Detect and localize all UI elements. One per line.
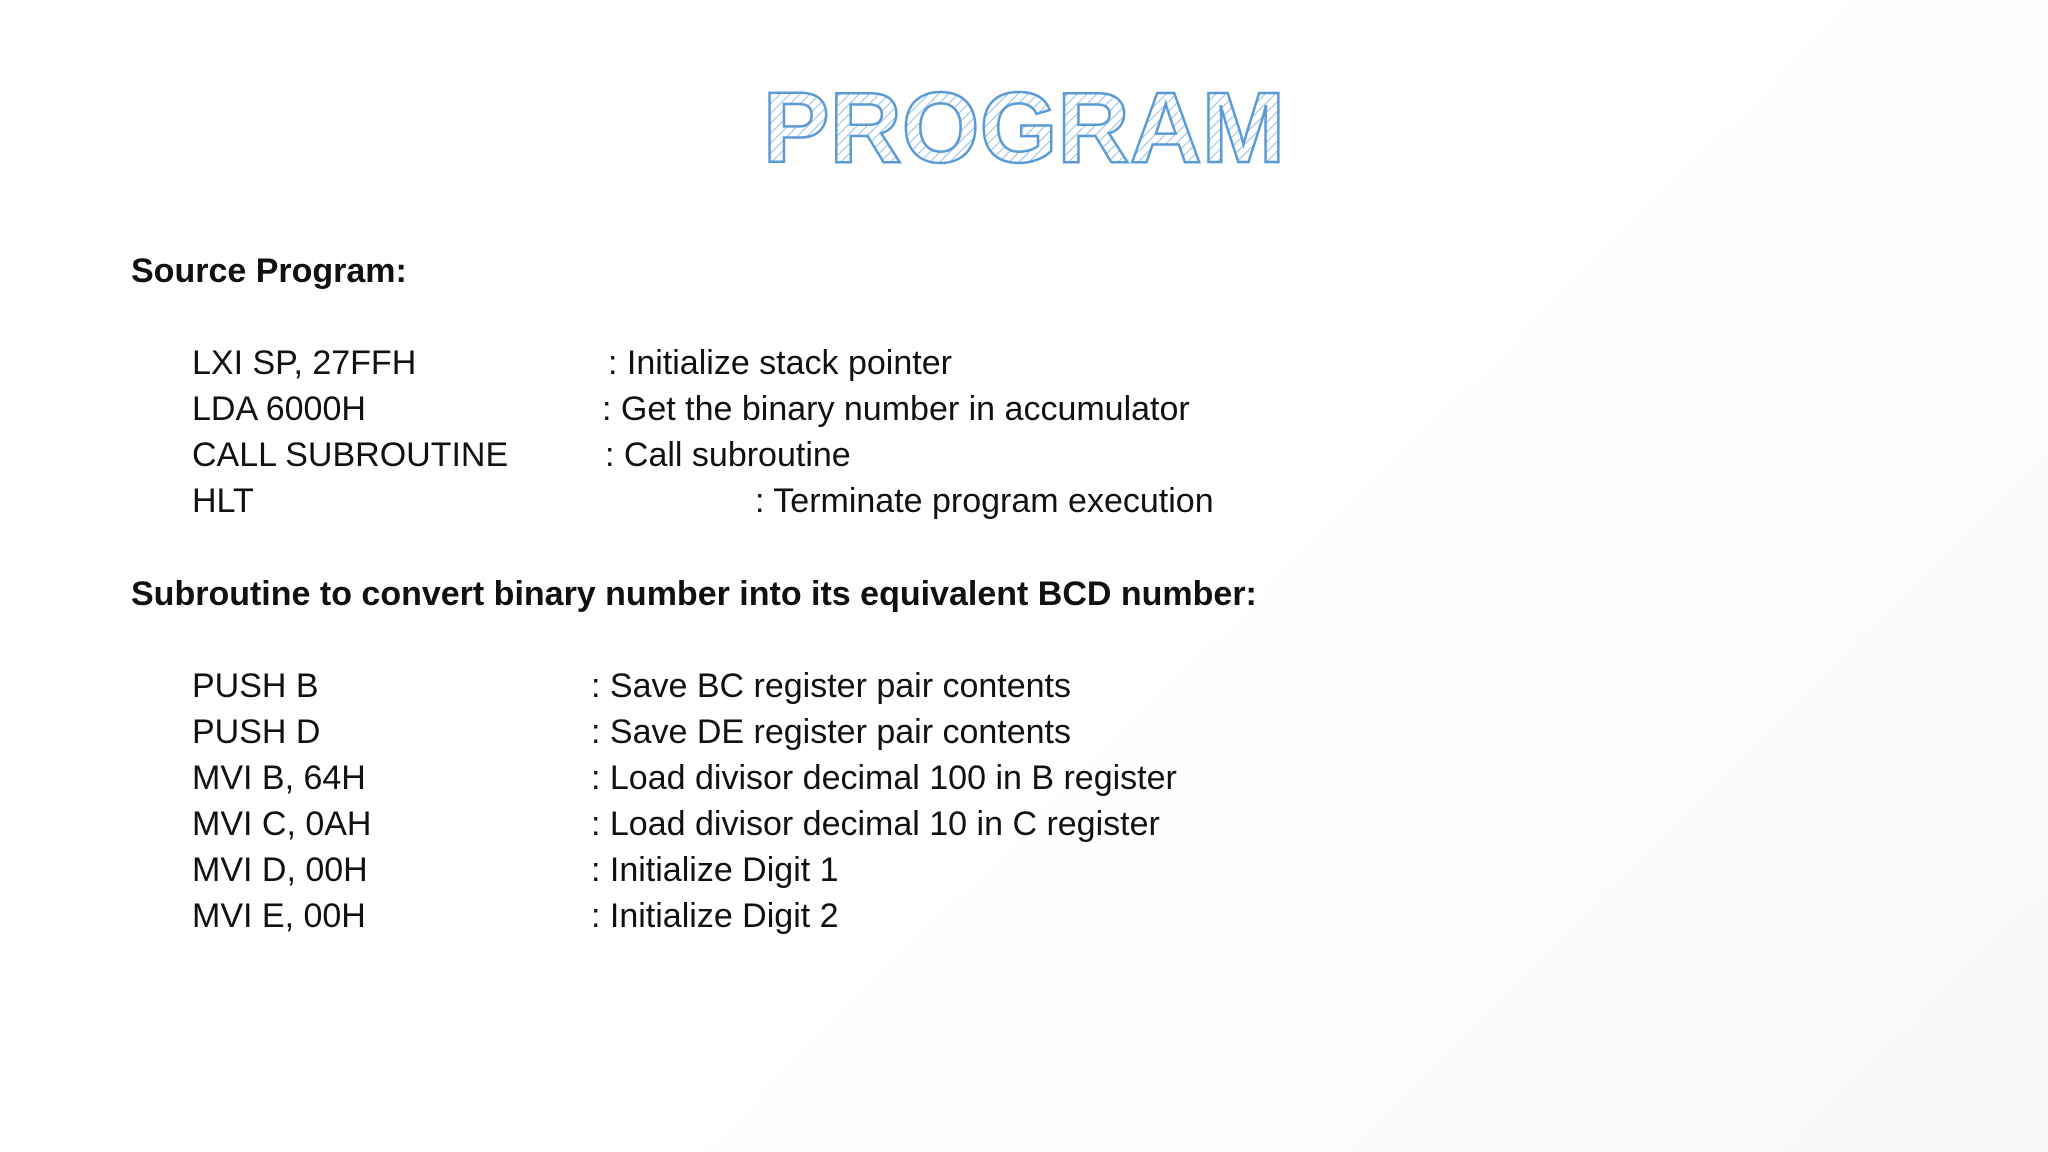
instruction: CALL SUBROUTINE (192, 436, 509, 474)
comment: : Initialize Digit 1 (591, 851, 839, 889)
instruction: PUSH D (192, 713, 321, 751)
comment: : Get the binary number in accumulator (602, 390, 1190, 428)
instruction: PUSH B (192, 667, 319, 705)
comment: : Load divisor decimal 10 in C register (591, 805, 1160, 843)
slide-title (744, 70, 1304, 180)
instruction: LDA 6000H (192, 390, 366, 428)
subroutine-heading: Subroutine to convert binary number into its equivalent BCD number: (131, 575, 1257, 613)
comment: : Save BC register pair contents (591, 667, 1072, 705)
instruction: MVI E, 00H (192, 897, 366, 935)
source-program-heading: Source Program: (131, 252, 407, 290)
instruction: MVI B, 64H (192, 759, 366, 797)
slide-title-wrap (0, 70, 2048, 180)
comment: : Terminate program execution (755, 482, 1214, 520)
slide-title-text: PROGRAM (762, 72, 1286, 180)
instruction: MVI C, 0AH (192, 805, 372, 843)
comment: : Load divisor decimal 100 in B register (591, 759, 1177, 797)
comment: : Initialize Digit 2 (591, 897, 839, 935)
comment: : Initialize stack pointer (608, 344, 952, 382)
comment: : Save DE register pair contents (591, 713, 1072, 751)
instruction: LXI SP, 27FFH (192, 344, 417, 382)
instruction: MVI D, 00H (192, 851, 368, 889)
comment: : Call subroutine (605, 436, 851, 474)
instruction: HLT (192, 482, 254, 520)
